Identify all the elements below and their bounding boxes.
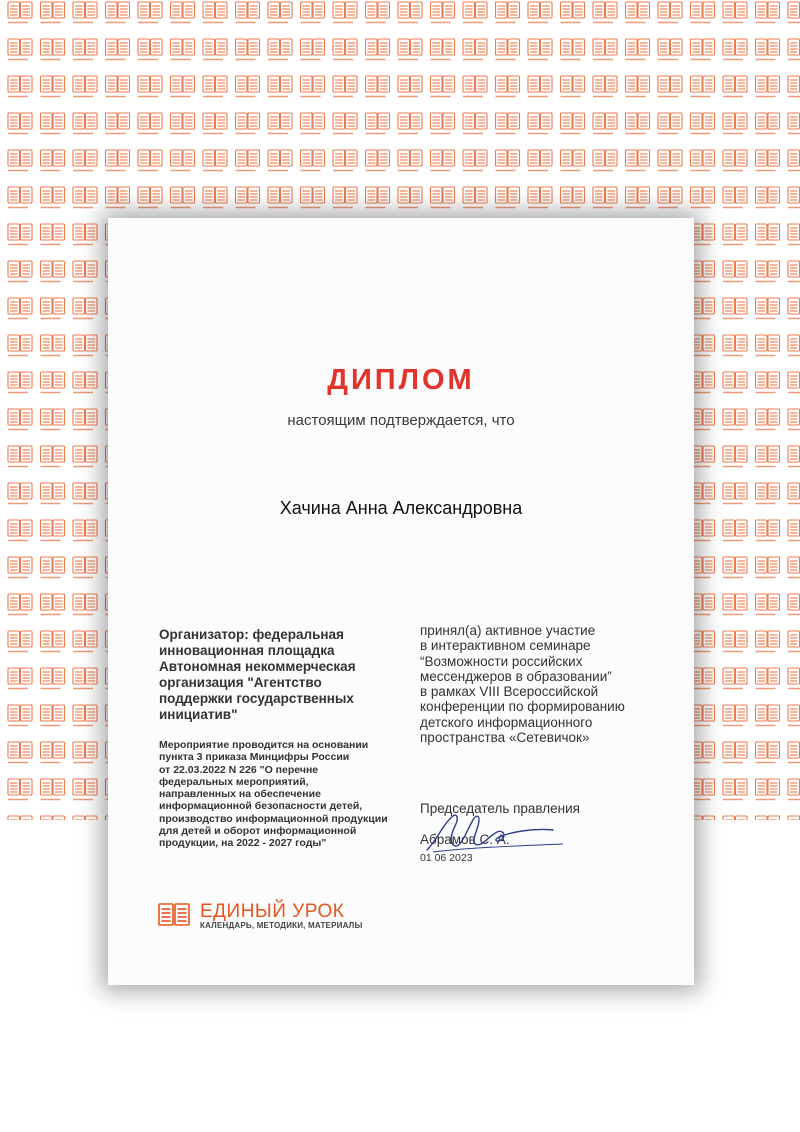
legal-basis-text: Мероприятие проводится на основании пункта 3 приказа Минцифры России от 22.03.2022 N 226 "О перечне федеральных мероприятий, направленных на обеспечение информационной безопасности детей, производство информационной продукции для детей и оборот информационной продукции, на 2022 - 2027 годы" bbox=[159, 739, 388, 850]
signature-icon bbox=[423, 810, 568, 856]
brand-name: ЕДИНЫЙ УРОК bbox=[200, 901, 345, 922]
open-book-icon bbox=[158, 902, 190, 928]
chair-title: Председатель правления bbox=[420, 801, 580, 817]
issue-date: 01 06 2023 bbox=[420, 852, 473, 864]
recipient-name: Хачина Анна Александровна bbox=[279, 498, 523, 518]
chair-name: Абрамов С. А. bbox=[420, 831, 510, 847]
brand-logo bbox=[158, 900, 378, 934]
diploma-sheet bbox=[108, 218, 694, 985]
diploma-subtitle: настоящим подтверждается, что bbox=[287, 412, 515, 429]
participation-text: принял(а) активное участие в интерактивном семинаре “Возможности российских мессенджеров в образовании” в рамках VIII Всероссийской конференции по формированию детского информационного пространства «Сетевичок» bbox=[420, 623, 625, 746]
brand-tagline: КАЛЕНДАРЬ, МЕТОДИКИ, МАТЕРИАЛЫ bbox=[200, 921, 363, 930]
diploma-title: ДИПЛОМ bbox=[327, 364, 475, 396]
organizer-text: Организатор: федеральная инновационная площадка Автономная некоммерческая организация "Агентство поддержки государственных инициатив" bbox=[159, 627, 356, 722]
